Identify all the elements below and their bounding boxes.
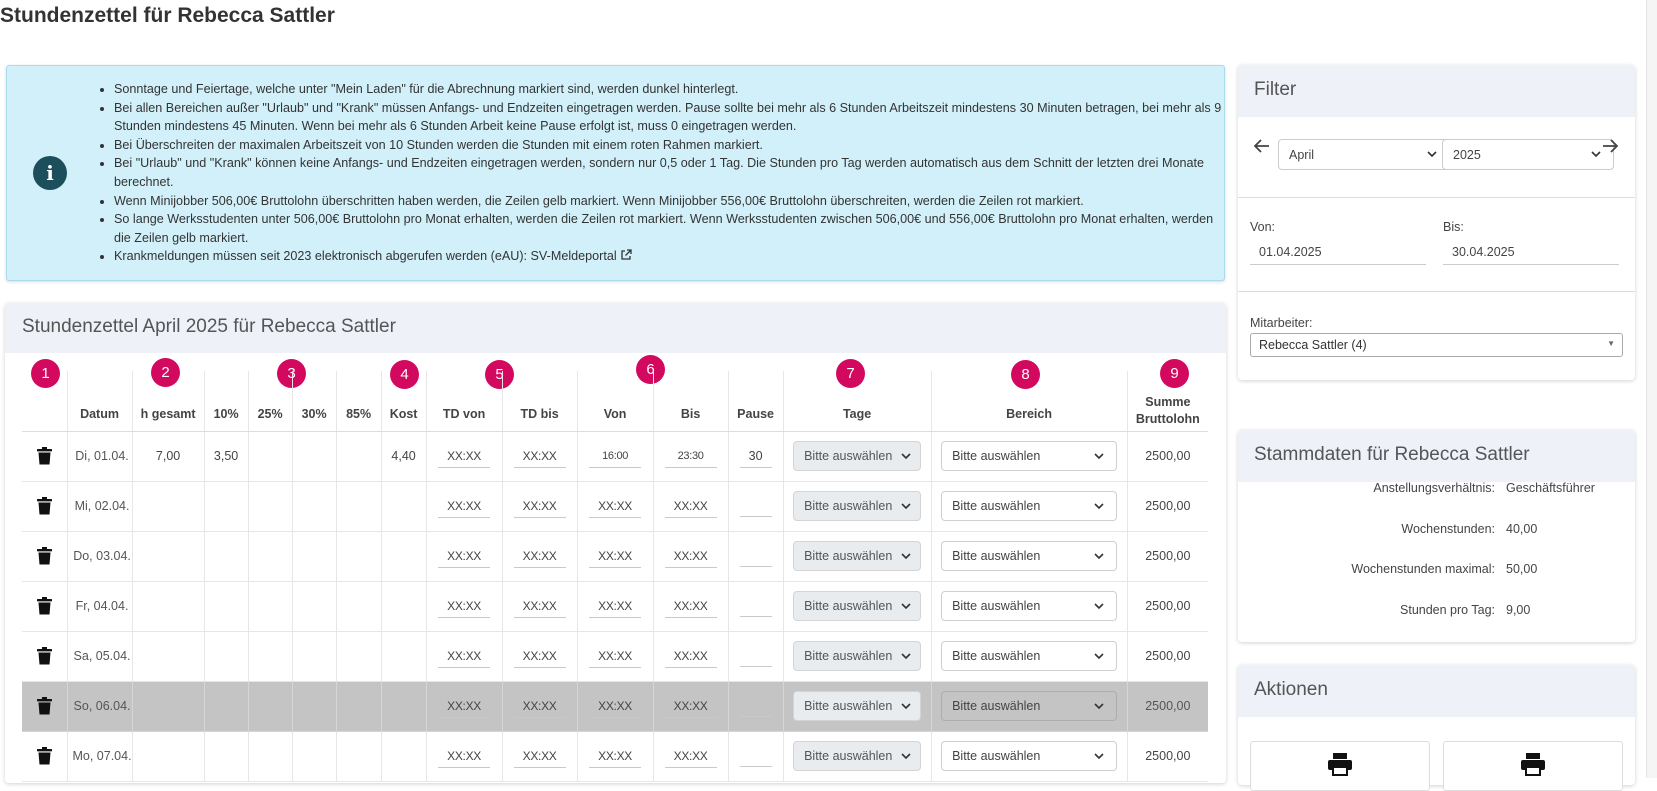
- marker-4: 4: [390, 360, 419, 389]
- info-icon: i: [33, 156, 67, 190]
- h-gesamt-cell: [132, 581, 204, 631]
- bereich-select[interactable]: [941, 741, 1117, 771]
- summe-cell: 2500,00: [1127, 681, 1208, 731]
- td-von-input[interactable]: XX:XX: [438, 744, 490, 768]
- info-item: [114, 247, 1230, 266]
- info-item: • Sonntage und Feiertage, welche unter "Mein Laden" für die Abrechnung markiert sind, werden dunkel hinterlegt.: [114, 80, 1230, 99]
- p85-cell: [336, 531, 381, 581]
- marker-3: 3: [277, 359, 306, 388]
- p25-cell: [248, 731, 292, 781]
- p85-cell: [336, 431, 381, 481]
- p10-cell: [204, 631, 248, 681]
- mitarbeiter-value: Rebecca Sattler (4): [1259, 338, 1367, 352]
- chevron-down-icon: [1094, 653, 1104, 660]
- von-cell: [577, 731, 653, 781]
- trash-icon[interactable]: [37, 497, 52, 515]
- stammdaten-label: Wochenstunden:: [1401, 522, 1495, 536]
- trash-icon[interactable]: [37, 747, 52, 765]
- td-bis-cell: [502, 681, 577, 731]
- td-von-cell: [426, 431, 502, 481]
- kost-cell: [381, 631, 426, 681]
- td-bis-input[interactable]: XX:XX: [514, 544, 566, 568]
- month-value: April: [1289, 147, 1315, 162]
- bis-input[interactable]: XX:XX: [665, 644, 717, 668]
- chevron-down-icon: [1094, 553, 1104, 560]
- p10-cell: [204, 581, 248, 631]
- td-von-cell: [426, 681, 502, 731]
- bis-cell: [653, 531, 728, 581]
- delete-cell: [22, 481, 67, 531]
- trash-icon[interactable]: [37, 447, 52, 465]
- p30-cell: [292, 681, 336, 731]
- bis-cell: [653, 681, 728, 731]
- stammdaten-label: Anstellungsverhältnis:: [1373, 481, 1495, 495]
- marker-9: 9: [1160, 359, 1189, 388]
- td-von-cell: [426, 531, 502, 581]
- filter-card: [1238, 65, 1635, 380]
- von-input[interactable]: XX:XX: [589, 644, 641, 668]
- col-td-bis: TD bis: [502, 371, 577, 431]
- info-item: • Bei allen Bereichen außer "Urlaub" und "Krank" müssen Anfangs- und Endzeiten eingetragen werden. Pause sollte bei mehr als 6 Stunden Arbeitszeit mindestens 30 Minuten betragen, bei mehr als 9 Stunden mindestens 45 Minuten. Wenn bei mehr als 6 Stunden Arbeit keine Pause erfolgt ist, muss 0 eingetragen werden.: [114, 99, 1230, 136]
- td-von-input[interactable]: XX:XX: [438, 444, 490, 468]
- pause-cell: [728, 631, 783, 681]
- summe-cell: 2500,00: [1127, 431, 1208, 481]
- timesheet-title: Stundenzettel April 2025 für Rebecca Sattler: [5, 303, 1226, 353]
- pause-input[interactable]: 30: [740, 444, 772, 468]
- bis-label: Bis:: [1443, 220, 1464, 234]
- next-month-arrow-icon[interactable]: [1602, 139, 1618, 153]
- bereich-select-value: Bitte auswählen: [952, 499, 1041, 513]
- marker-2: 2: [151, 358, 180, 387]
- bereich-cell: [931, 531, 1127, 581]
- tage-cell: [783, 481, 931, 531]
- prev-month-arrow-icon[interactable]: [1254, 139, 1270, 153]
- delete-cell: [22, 581, 67, 631]
- chevron-down-icon: [901, 753, 911, 760]
- p30-cell: [292, 481, 336, 531]
- summe-cell: 2500,00: [1127, 481, 1208, 531]
- chevron-down-icon: [901, 703, 911, 710]
- bereich-select[interactable]: [941, 491, 1117, 521]
- pause-cell: [728, 681, 783, 731]
- date-cell: Sa, 05.04.: [67, 631, 132, 681]
- external-link-icon[interactable]: [620, 249, 632, 261]
- filter-title: Filter: [1238, 65, 1635, 117]
- tage-select-value: Bitte auswählen: [804, 699, 893, 713]
- tage-select[interactable]: [793, 591, 921, 621]
- col-summe: Summe Bruttolohn: [1127, 371, 1208, 431]
- von-input[interactable]: XX:XX: [589, 694, 641, 718]
- col-10: 10%: [204, 371, 248, 431]
- td-bis-input[interactable]: XX:XX: [514, 594, 566, 618]
- bereich-select[interactable]: [941, 541, 1117, 571]
- table-row: [22, 631, 1208, 681]
- td-bis-input[interactable]: XX:XX: [514, 694, 566, 718]
- delete-cell: [22, 731, 67, 781]
- table-row: [22, 431, 1208, 481]
- divider: [1238, 197, 1635, 198]
- bis-input[interactable]: XX:XX: [665, 744, 717, 768]
- date-cell: Mi, 02.04.: [67, 481, 132, 531]
- td-bis-cell: [502, 481, 577, 531]
- aktionen-title: Aktionen: [1238, 665, 1635, 717]
- date-cell: So, 06.04.: [67, 681, 132, 731]
- von-cell: [577, 681, 653, 731]
- td-von-cell: [426, 731, 502, 781]
- p30-cell: [292, 581, 336, 631]
- stammdaten-value: 40,00: [1506, 522, 1538, 536]
- print-icon: [1327, 752, 1353, 776]
- kost-cell: [381, 531, 426, 581]
- p10-cell: [204, 681, 248, 731]
- td-von-cell: [426, 581, 502, 631]
- tage-select-value: Bitte auswählen: [804, 599, 893, 613]
- kost-cell: [381, 581, 426, 631]
- von-input[interactable]: XX:XX: [589, 544, 641, 568]
- von-input[interactable]: XX:XX: [589, 494, 641, 518]
- bereich-select-value: Bitte auswählen: [952, 749, 1041, 763]
- bereich-cell: [931, 481, 1127, 531]
- td-von-input[interactable]: XX:XX: [438, 494, 490, 518]
- trash-icon[interactable]: [37, 647, 52, 665]
- p10-cell: [204, 531, 248, 581]
- bereich-cell: [931, 631, 1127, 681]
- print-button[interactable]: [1443, 741, 1623, 791]
- chevron-down-icon: [901, 653, 911, 660]
- h-gesamt-cell: [132, 531, 204, 581]
- tage-cell: [783, 731, 931, 781]
- divider: [1238, 291, 1635, 292]
- date-cell: Do, 03.04.: [67, 531, 132, 581]
- pause-cell: [728, 531, 783, 581]
- delete-cell: [22, 531, 67, 581]
- pause-input[interactable]: [740, 693, 772, 717]
- stammdaten-card: [1238, 430, 1635, 642]
- month-select[interactable]: [1278, 139, 1450, 170]
- trash-icon[interactable]: [37, 547, 52, 565]
- pause-input[interactable]: [740, 493, 772, 517]
- delete-cell: [22, 681, 67, 731]
- p25-cell: [248, 531, 292, 581]
- td-bis-input[interactable]: XX:XX: [514, 744, 566, 768]
- von-cell: [577, 581, 653, 631]
- p85-cell: [336, 581, 381, 631]
- bis-input[interactable]: XX:XX: [665, 594, 717, 618]
- col-von: Von: [577, 371, 653, 431]
- bis-date-input[interactable]: 30.04.2025: [1443, 241, 1619, 265]
- page-title: Stundenzettel für Rebecca Sattler: [0, 4, 335, 27]
- caret-down-icon: ▼: [1607, 339, 1615, 348]
- stammdaten-label: Stunden pro Tag:: [1400, 603, 1495, 617]
- td-bis-cell: [502, 631, 577, 681]
- bereich-cell: [931, 681, 1127, 731]
- stammdaten-value: 50,00: [1506, 562, 1538, 576]
- td-bis-cell: [502, 531, 577, 581]
- chevron-down-icon: [1094, 703, 1104, 710]
- pause-input[interactable]: [740, 743, 772, 767]
- p25-cell: [248, 581, 292, 631]
- col-85: 85%: [336, 371, 381, 431]
- print-button[interactable]: [1250, 741, 1430, 791]
- bis-cell: [653, 581, 728, 631]
- von-date-input[interactable]: 01.04.2025: [1250, 241, 1426, 265]
- summe-cell: 2500,00: [1127, 631, 1208, 681]
- p30-cell: [292, 731, 336, 781]
- p25-cell: [248, 481, 292, 531]
- table-row: [22, 681, 1208, 731]
- info-box: [6, 65, 1225, 281]
- info-item: • Bei Überschreiten der maximalen Arbeitszeit von 10 Stunden werden die Stunden mit einem roten Rahmen markiert.: [114, 136, 1230, 155]
- von-cell: [577, 631, 653, 681]
- trash-icon[interactable]: [37, 597, 52, 615]
- h-gesamt-cell: [132, 731, 204, 781]
- bis-input[interactable]: XX:XX: [665, 494, 717, 518]
- year-value: 2025: [1453, 147, 1481, 162]
- p85-cell: [336, 481, 381, 531]
- kost-cell: 4,40: [381, 431, 426, 481]
- von-cell: [577, 431, 653, 481]
- p30-cell: [292, 531, 336, 581]
- h-gesamt-cell: [132, 681, 204, 731]
- mitarbeiter-select[interactable]: [1250, 333, 1623, 357]
- bereich-select-value: Bitte auswählen: [952, 599, 1041, 613]
- pause-input[interactable]: [740, 543, 772, 567]
- info-item: • Bei "Urlaub" und "Krank" können keine Anfangs- und Endzeiten eingetragen werden, sondern nur 0,5 oder 1 Tag. Die Stunden pro Tag werden automatisch aus dem Schnitt der letzten drei Monate berechnet.: [114, 154, 1230, 191]
- marker-8: 8: [1011, 360, 1040, 389]
- von-input[interactable]: XX:XX: [589, 744, 641, 768]
- stammdaten-value: Geschäftsführer: [1506, 481, 1595, 495]
- h-gesamt-cell: [132, 631, 204, 681]
- year-select[interactable]: [1442, 139, 1614, 170]
- col-td-von: TD von: [426, 371, 502, 431]
- p85-cell: [336, 681, 381, 731]
- von-input[interactable]: 16:00: [589, 444, 641, 468]
- chevron-down-icon: [901, 603, 911, 610]
- bereich-select[interactable]: [941, 441, 1117, 471]
- kost-cell: [381, 681, 426, 731]
- chevron-down-icon: [1094, 503, 1104, 510]
- kost-cell: [381, 481, 426, 531]
- stammdaten-title: Stammdaten für Rebecca Sattler: [1238, 430, 1635, 482]
- bereich-select[interactable]: [941, 641, 1117, 671]
- summe-cell: 2500,00: [1127, 581, 1208, 631]
- pause-input[interactable]: [740, 643, 772, 667]
- td-von-cell: [426, 631, 502, 681]
- date-cell: Mo, 07.04.: [67, 731, 132, 781]
- chevron-down-icon: [1094, 453, 1104, 460]
- p85-cell: [336, 631, 381, 681]
- mitarbeiter-label: Mitarbeiter:: [1250, 316, 1313, 330]
- tage-cell: [783, 631, 931, 681]
- chevron-down-icon: [901, 503, 911, 510]
- bis-cell: [653, 431, 728, 481]
- td-von-input[interactable]: XX:XX: [438, 544, 490, 568]
- marker-1: 1: [31, 359, 60, 388]
- col-datum: Datum: [67, 371, 132, 431]
- p30-cell: [292, 631, 336, 681]
- info-list: [95, 80, 1230, 266]
- td-von-input[interactable]: XX:XX: [438, 694, 490, 718]
- chevron-down-icon: [1427, 151, 1437, 158]
- chevron-down-icon: [1094, 603, 1104, 610]
- tage-select[interactable]: [793, 491, 921, 521]
- tage-select[interactable]: [793, 741, 921, 771]
- pause-cell: [728, 581, 783, 631]
- col-delete: [22, 371, 67, 431]
- h-gesamt-cell: 7,00: [132, 431, 204, 481]
- tage-select-value: Bitte auswählen: [804, 499, 893, 513]
- bereich-cell: [931, 581, 1127, 631]
- bereich-select[interactable]: [941, 691, 1117, 721]
- scrollbar[interactable]: [1646, 0, 1657, 778]
- kost-cell: [381, 731, 426, 781]
- bis-input[interactable]: XX:XX: [665, 694, 717, 718]
- von-label: Von:: [1250, 220, 1276, 234]
- col-bereich: Bereich: [931, 371, 1127, 431]
- bis-cell: [653, 631, 728, 681]
- bis-input[interactable]: 23:30: [665, 444, 717, 468]
- von-input[interactable]: XX:XX: [589, 594, 641, 618]
- p85-cell: [336, 731, 381, 781]
- td-bis-input[interactable]: XX:XX: [514, 644, 566, 668]
- tage-select[interactable]: [793, 691, 921, 721]
- p30-cell: [292, 431, 336, 481]
- tage-cell: [783, 431, 931, 481]
- p10-cell: [204, 481, 248, 531]
- tage-select-value: Bitte auswählen: [804, 549, 893, 563]
- chevron-down-icon: [1094, 753, 1104, 760]
- col-30: 30%: [292, 371, 336, 431]
- pause-cell: [728, 431, 783, 481]
- marker-6: 6: [636, 355, 665, 384]
- chevron-down-icon: [901, 453, 911, 460]
- bereich-select[interactable]: [941, 591, 1117, 621]
- bereich-select-value: Bitte auswählen: [952, 699, 1041, 713]
- td-von-cell: [426, 481, 502, 531]
- bis-cell: [653, 481, 728, 531]
- bereich-select-value: Bitte auswählen: [952, 449, 1041, 463]
- trash-icon[interactable]: [37, 697, 52, 715]
- von-cell: [577, 481, 653, 531]
- col-bis: Bis: [653, 371, 728, 431]
- marker-5: 5: [485, 360, 514, 389]
- tage-select-value: Bitte auswählen: [804, 649, 893, 663]
- timesheet-card: [5, 303, 1226, 783]
- tage-cell: [783, 531, 931, 581]
- col-tage: Tage: [783, 371, 931, 431]
- tage-select[interactable]: [793, 541, 921, 571]
- p10-cell: 3,50: [204, 431, 248, 481]
- pause-cell: [728, 731, 783, 781]
- tage-cell: [783, 581, 931, 631]
- td-von-input[interactable]: XX:XX: [438, 644, 490, 668]
- date-cell: Di, 01.04.: [67, 431, 132, 481]
- summe-cell: 2500,00: [1127, 531, 1208, 581]
- tage-select[interactable]: [793, 441, 921, 471]
- p10-cell: [204, 731, 248, 781]
- timesheet-table: [22, 371, 1208, 782]
- p25-cell: [248, 681, 292, 731]
- bis-input[interactable]: XX:XX: [665, 544, 717, 568]
- bereich-select-value: Bitte auswählen: [952, 549, 1041, 563]
- table-row: [22, 581, 1208, 631]
- bereich-cell: [931, 731, 1127, 781]
- stammdaten-value: 9,00: [1506, 603, 1531, 617]
- delete-cell: [22, 431, 67, 481]
- table-row: [22, 481, 1208, 531]
- col-25: 25%: [248, 371, 292, 431]
- chevron-down-icon: [901, 553, 911, 560]
- chevron-down-icon: [1591, 151, 1601, 158]
- col-kost: Kost: [381, 371, 426, 431]
- sv-meldeportal-link[interactable]: SV-Meldeportal: [530, 249, 617, 264]
- bereich-select-value: Bitte auswählen: [952, 649, 1041, 663]
- td-bis-input[interactable]: XX:XX: [514, 444, 566, 468]
- td-bis-input[interactable]: XX:XX: [514, 494, 566, 518]
- td-bis-cell: [502, 581, 577, 631]
- info-item: • So lange Werksstudenten unter 506,00€ Bruttolohn pro Monat erhalten, werden die Zeilen rot markiert. Wenn Werksstudenten zwischen 506,00€ und 556,00€ Bruttolohn pro Monat erhalten, werden die Zeilen gelb markiert.: [114, 210, 1230, 247]
- date-cell: Fr, 04.04.: [67, 581, 132, 631]
- tage-cell: [783, 681, 931, 731]
- tage-select[interactable]: [793, 641, 921, 671]
- p25-cell: [248, 431, 292, 481]
- delete-cell: [22, 631, 67, 681]
- stammdaten-label: Wochenstunden maximal:: [1351, 562, 1495, 576]
- col-pause: Pause: [728, 371, 783, 431]
- info-item: • Wenn Minijobber 506,00€ Bruttolohn überschritten haben werden, die Zeilen gelb markiert. Wenn Minijobber 556,00€ Bruttolohn überschreiten, werden die Zeilen rot markiert.: [114, 192, 1230, 211]
- von-cell: [577, 531, 653, 581]
- bereich-cell: [931, 431, 1127, 481]
- col-h-gesamt: h gesamt: [132, 371, 204, 431]
- tage-select-value: Bitte auswählen: [804, 749, 893, 763]
- h-gesamt-cell: [132, 481, 204, 531]
- print-icon: [1520, 752, 1546, 776]
- table-row: [22, 731, 1208, 781]
- tage-select-value: Bitte auswählen: [804, 449, 893, 463]
- td-bis-cell: [502, 731, 577, 781]
- info-item-text: Krankmeldungen müssen seit 2023 elektronisch abgerufen werden (eAU):: [114, 249, 531, 264]
- pause-input[interactable]: [740, 593, 772, 617]
- p25-cell: [248, 631, 292, 681]
- td-von-input[interactable]: XX:XX: [438, 594, 490, 618]
- table-row: [22, 531, 1208, 581]
- td-bis-cell: [502, 431, 577, 481]
- summe-cell: 2500,00: [1127, 731, 1208, 781]
- pause-cell: [728, 481, 783, 531]
- table-header-row: [22, 371, 1208, 431]
- marker-7: 7: [836, 359, 865, 388]
- bis-cell: [653, 731, 728, 781]
